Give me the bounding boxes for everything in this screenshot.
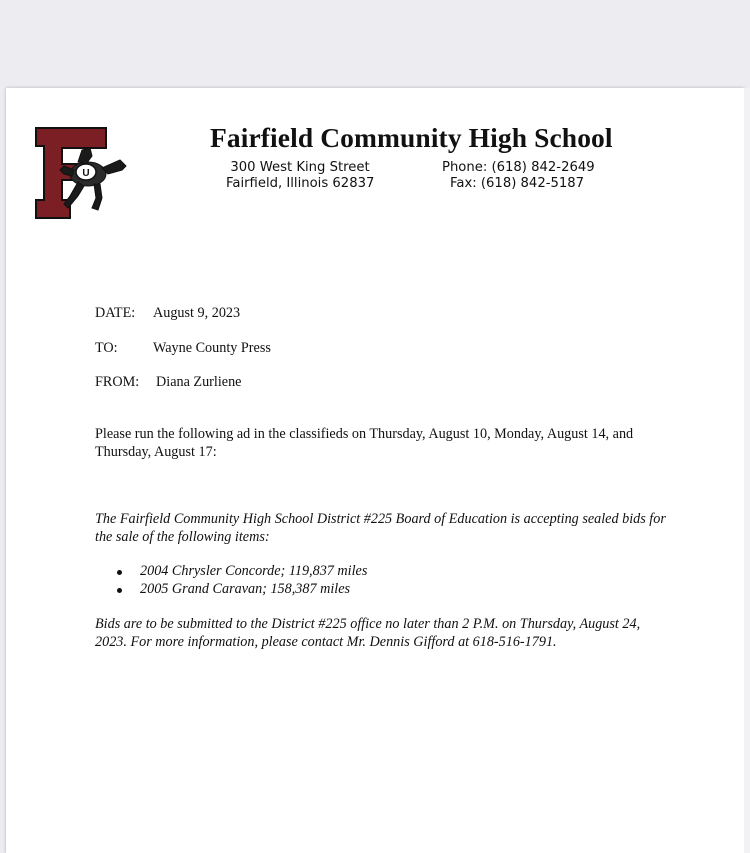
memo-from-row (95, 374, 241, 391)
address-line-1: 300 West King Street (230, 160, 370, 175)
background-top (0, 0, 750, 88)
list-item: 2005 Grand Caravan; 158,387 miles (117, 581, 367, 599)
ad-paragraph-2: Bids are to be submitted to the District #225 office no later than 2 P.M. on Thursday, August 24, 2023. For more information, please contact Mr. Dennis Gifford at 618-516-1791. (95, 616, 641, 650)
items-list (117, 563, 367, 598)
school-logo (34, 126, 130, 220)
school-name: Fairfield Community High School (210, 122, 613, 153)
from-label: FROM: (95, 374, 140, 390)
school-contact (442, 160, 612, 191)
from-value: Diana Zurliene (156, 374, 242, 390)
to-label: TO: (95, 340, 118, 356)
fax-line: Fax: (618) 842-5187 (450, 175, 585, 191)
date-label: DATE: (95, 305, 136, 321)
phone-line: Phone: (618) 842-2649 (442, 160, 595, 175)
memo-date-row (95, 305, 240, 322)
page-edge (744, 88, 750, 853)
svg-text:U: U (82, 168, 90, 179)
list-item: 2004 Chrysler Concorde; 119,837 miles (117, 563, 367, 581)
ad-paragraph-1: The Fairfield Community High School District #225 Board of Education is accepting sealed bids for the sale of the following items: (95, 511, 666, 545)
memo-to-row (95, 340, 271, 357)
date-value: August 9, 2023 (153, 305, 241, 321)
intro-paragraph: Please run the following ad in the classifieds on Thursday, August 10, Monday, August 14, and Thursday, August 17: (95, 426, 634, 460)
school-address (226, 160, 374, 191)
address-line-2: Fairfield, Illinois 62837 (226, 175, 375, 191)
to-value: Wayne County Press (153, 340, 271, 356)
